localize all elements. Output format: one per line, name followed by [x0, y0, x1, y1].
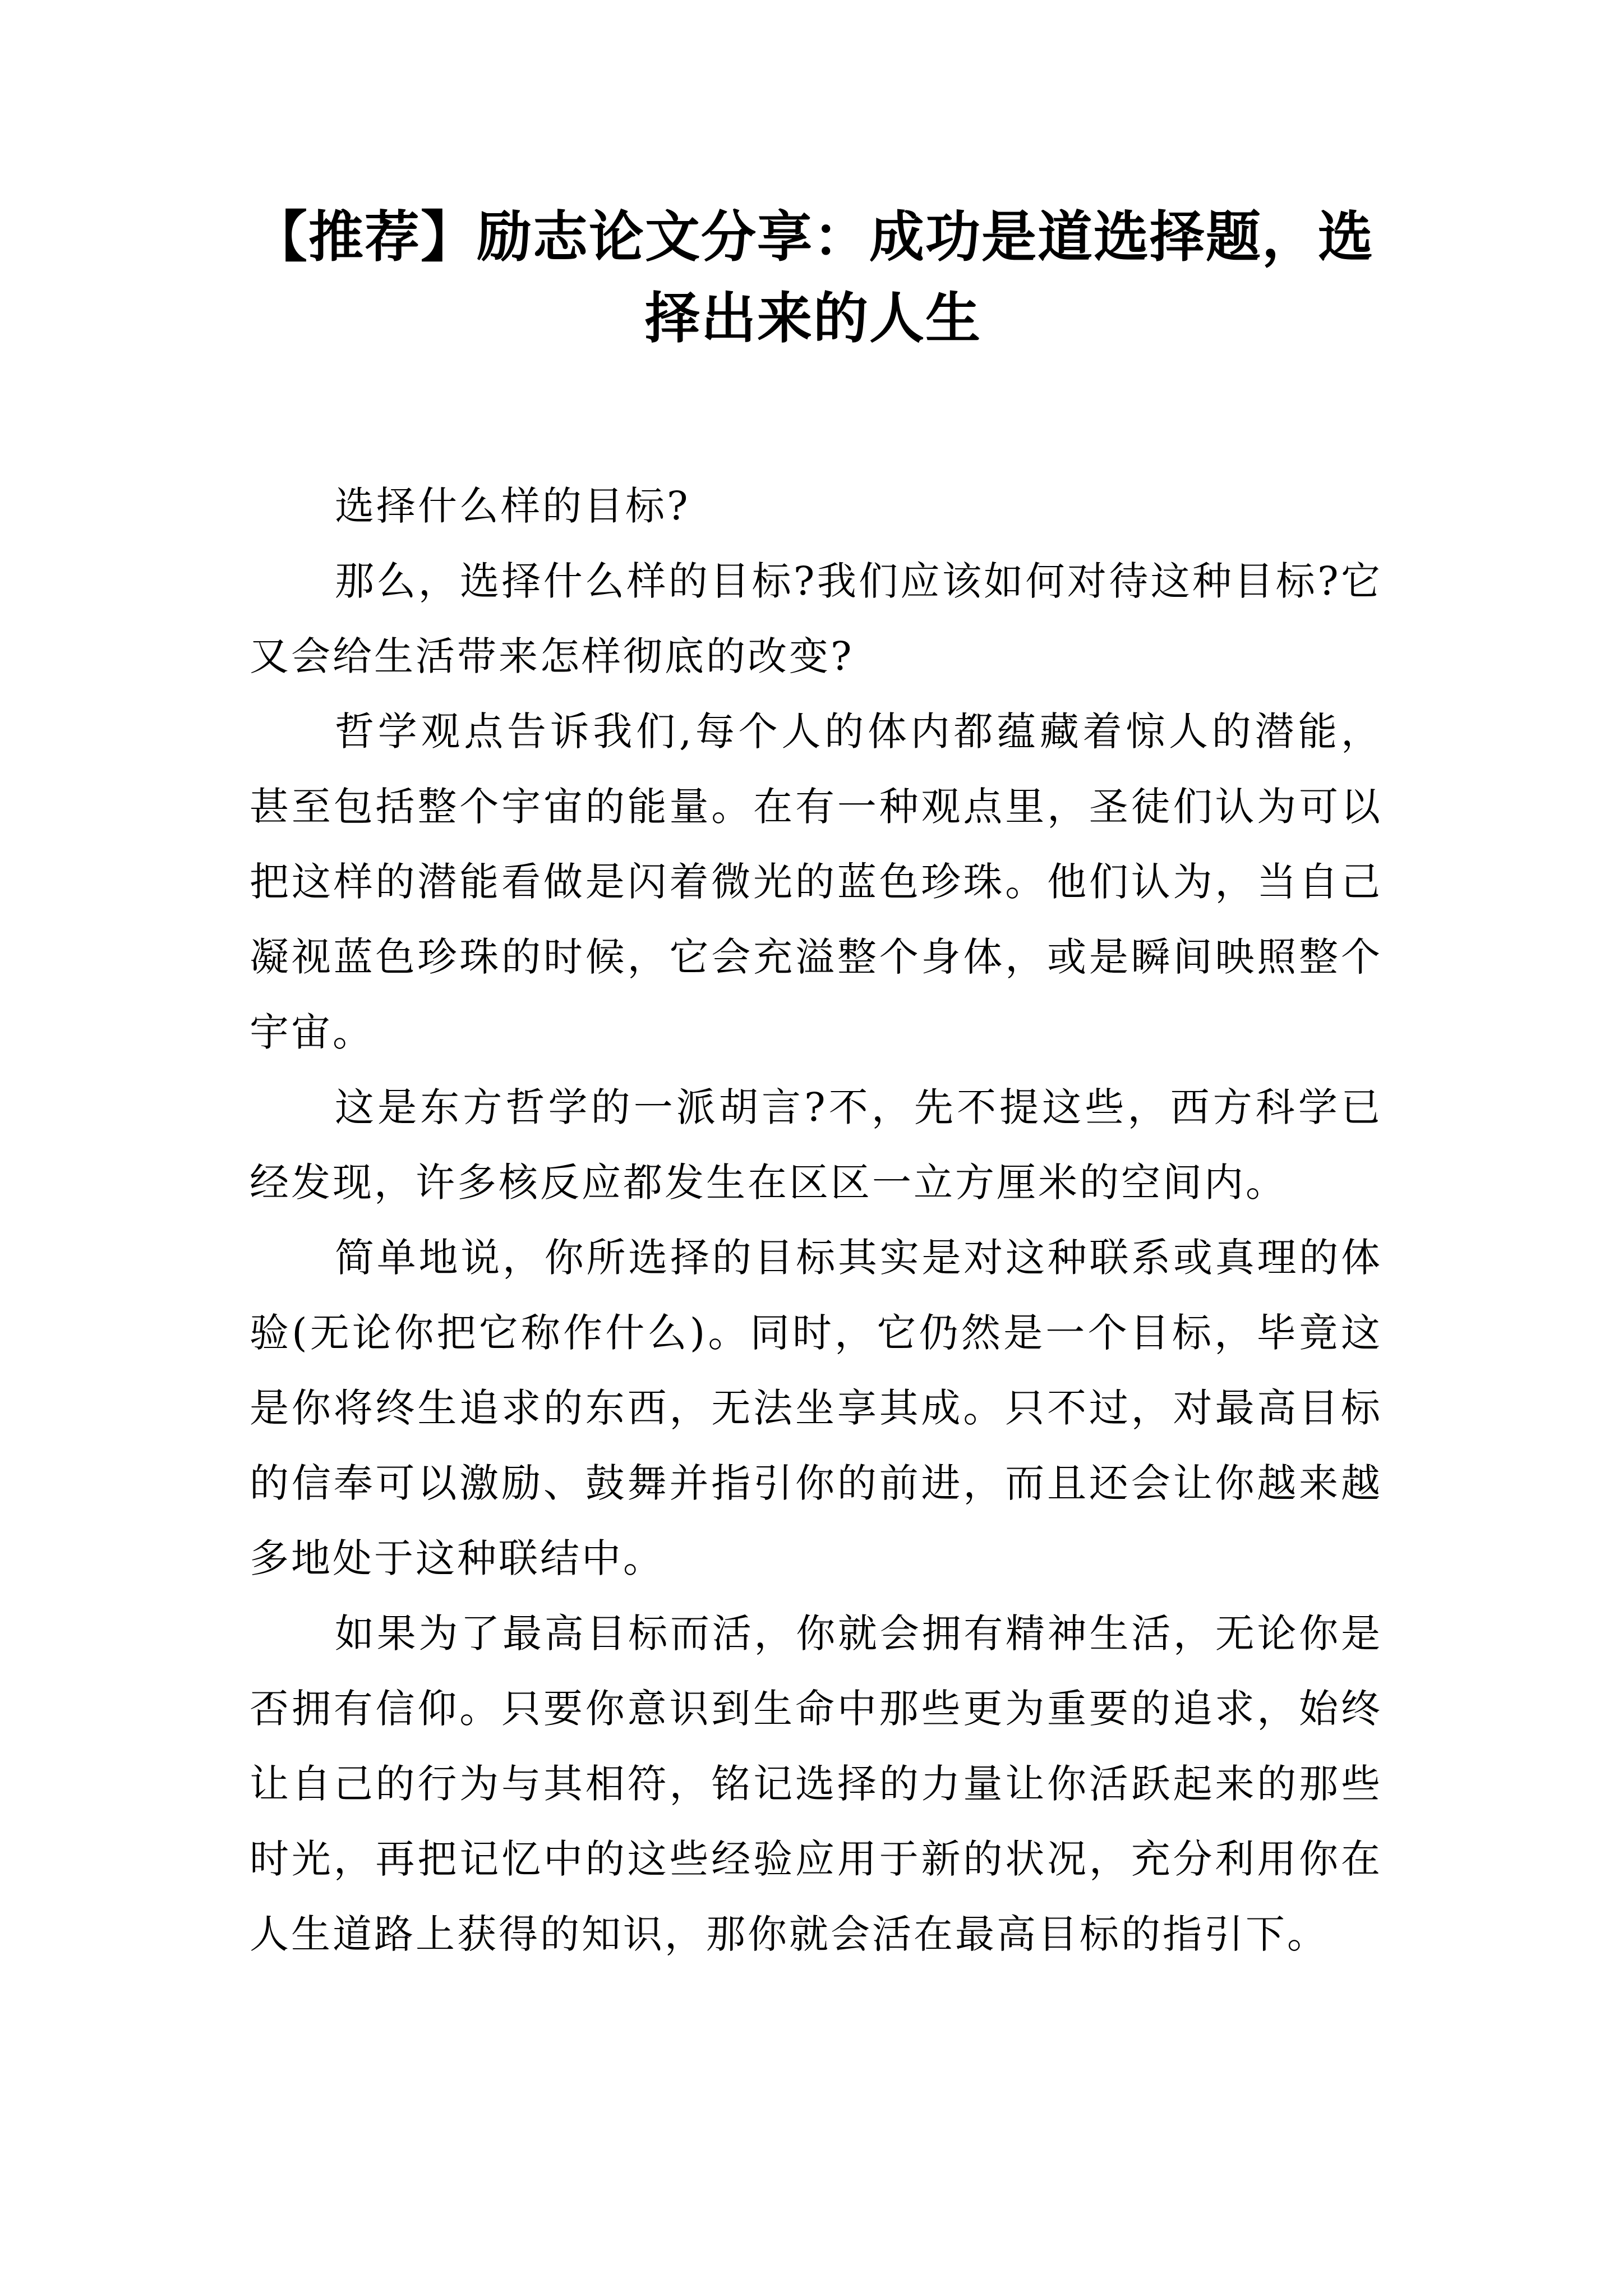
paragraph: 哲学观点告诉我们,每个人的体内都蕴藏着惊人的潜能，甚至包括整个宇宙的能量。在有一种观点里，圣徒们认为可以把这样的潜能看做是闪着微光的蓝色珍珠。他们认为，当自己凝视蓝色珍珠的时候，它会充溢整个身体，或是瞬间映照整个宇宙。 [250, 708, 1382, 1055]
paragraph: 那么，选择什么样的目标?我们应该如何对待这种目标?它又会给生活带来怎样彻底的改变? [250, 558, 1382, 679]
paragraph: 这是东方哲学的一派胡言?不，先不提这些，西方科学已经发现，许多核反应都发生在区区一立方厘米的空间内。 [250, 1084, 1382, 1205]
document-title: 【推荐】励志论文分享：成功是道选择题，选择出来的人生 [252, 205, 1374, 351]
paragraph: 选择什么样的目标? [335, 483, 690, 529]
paragraph: 简单地说，你所选择的目标其实是对这种联系或真理的体验(无论你把它称作什么)。同时，它仍然是一个目标，毕竟这是你将终生追求的东西，无法坐享其成。只不过，对最高目标的信奉可以激励、鼓舞并指引你的前进，而且还会让你越来越多地处于这种联结中。 [250, 1235, 1382, 1581]
document-body [250, 468, 1382, 1972]
paragraph: 如果为了最高目标而活，你就会拥有精神生活，无论你是否拥有信仰。只要你意识到生命中那些更为重要的追求，始终让自己的行为与其相符，铭记选择的力量让你活跃起来的那些时光，再把记忆中的这些经验应用于新的状况，充分利用你在人生道路上获得的知识，那你就会活在最高目标的指引下。 [250, 1611, 1382, 1957]
